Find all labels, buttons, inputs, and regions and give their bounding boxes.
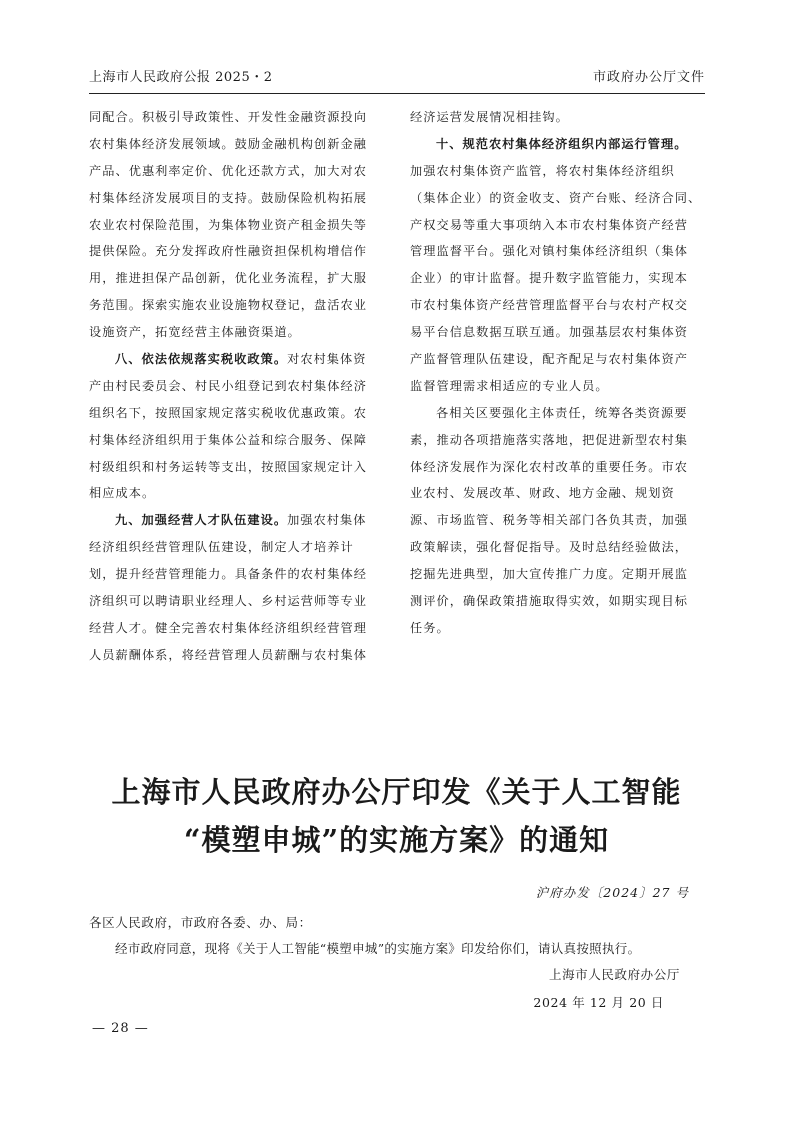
text-line: 农业农村保险范围，为集体物业资产租金损失等 [89,217,367,232]
addressees: 各区人民政府，市政府各委、办、局： [89,915,312,930]
text-line: 相应成本。 [89,486,156,501]
section-10-heading: 十、规范农村集体经济组织内部运行管理。 [436,136,688,151]
page-number: — 28 — [92,1021,149,1036]
text-span: 对农村集体资 [287,352,367,367]
text-line: （集体企业）的资金收支、资产台账、经济合同、 [410,190,702,205]
text-line: 易平台信息数据互联互通。加强基层农村集体资 [410,325,688,340]
text-span: 加强农村集体 [287,513,367,528]
text-line: 政策解读，强化督促指导。及时总结经验做法， [410,540,688,555]
text-line: 素，推动各项措施落实落地，把促进新型农村集 [410,432,688,447]
text-line: 经济组织经营管理队伍建设，制定人才培养计 [89,540,354,555]
text-line: 产品、优惠利率定价、优化还款方式，加大对农 [89,163,367,178]
publication-title: 上海市人民政府公报 2025・2 [89,70,273,85]
text-line: 加强农村集体资产监管，将农村集体经济组织 [410,163,675,178]
header-rule [89,93,705,94]
text-line: 经营人才。健全完善农村集体经济组织经营管理 [89,620,367,635]
text-line: 经济运营发展情况相挂钩。 [410,110,569,124]
text-line: 用，推进担保产品创新，优化业务流程，扩大服 [89,271,367,286]
text-line: 设施资产，拓宽经营主体融资渠道。 [89,325,301,340]
notice-title-line-1: 上海市人民政府办公厅印发《关于人工智能 [111,775,682,809]
text-line: 农村集体经济发展领域。鼓励金融机构创新金融 [89,136,367,151]
text-line: 提供保险。充分发挥政府性融资担保机构增信作 [89,244,367,259]
text-line: 体经济发展作为深化农村改革的重要任务。市农 [410,459,688,474]
closing-first-line: 各相关区要强化主体责任，统筹各类资源要 [436,405,688,420]
text-line: 任务。 [410,620,450,635]
issuer: 上海市人民政府办公厅 [548,967,680,982]
notice-title-line-2: “模塑申城”的实施方案》的通知 [183,823,610,857]
text-line: 挖掘先进典型，加大宣传推广力度。定期开展监 [410,567,688,582]
text-line: 务范围。探索实施农业设施物权登记，盘活农业 [89,298,367,313]
text-line: 管理监督平台。强化对镇村集体经济组织（集体 [410,244,688,259]
section-8-first-line [89,346,395,373]
text-line: 市农村集体资产经营管理监督平台与农村产权交 [410,298,688,313]
section-9-heading: 九、加强经营人才队伍建设。 [115,513,288,528]
document-number: 沪府办发〔2024〕27 号 [535,885,689,900]
left-column [89,104,395,669]
text-line: 源、市场监管、税务等相关部门各负其责，加强 [410,513,688,528]
text-line: 划，提升经营管理能力。具备条件的农村集体经 [89,567,367,582]
page-header [89,66,705,88]
text-line: 济组织可以聘请职业经理人、乡村运营师等专业 [89,594,367,609]
text-line: 企业）的审计监督。提升数字监管能力，实现本 [410,271,688,286]
section-9-first-line [89,507,395,534]
text-line: 产权交易等重大事项纳入本市农村集体资产经营 [410,217,688,232]
text-line: 产由村民委员会、村民小组登记到农村集体经济 [89,378,367,393]
text-line: 业农村、发展改革、财政、地方金融、规划资 [410,486,675,501]
issue-date: 2024 年 12 月 20 日 [533,995,664,1010]
text-line: 村集体经济发展项目的支持。鼓励保险机构拓展 [89,190,367,205]
right-column [410,104,708,642]
text-line: 村集体经济组织用于集体公益和综合服务、保障 [89,432,367,447]
text-line: 村级组织和村务运转等支出，按照国家规定计入 [89,459,367,474]
text-line: 监督管理需求相适应的专业人员。 [410,378,609,393]
text-line: 测评价，确保政策措施取得实效，如期实现目标 [410,594,688,609]
text-line: 产监督管理队伍建设，配齐配足与农村集体资产 [410,352,688,367]
section-label: 市政府办公厅文件 [592,70,705,85]
notice-body: 经市政府同意，现将《关于人工智能“模塑申城”的实施方案》印发给你们，请认真按照执行。 [115,941,641,956]
text-line: 同配合。积极引导政策性、开发性金融资源投向 [89,110,367,124]
text-line: 人员薪酬体系，将经营管理人员薪酬与农村集体 [89,647,367,662]
text-line: 组织名下，按照国家规定落实税收优惠政策。农 [89,405,367,420]
section-8-heading: 八、依法依规落实税收政策。 [115,352,288,367]
